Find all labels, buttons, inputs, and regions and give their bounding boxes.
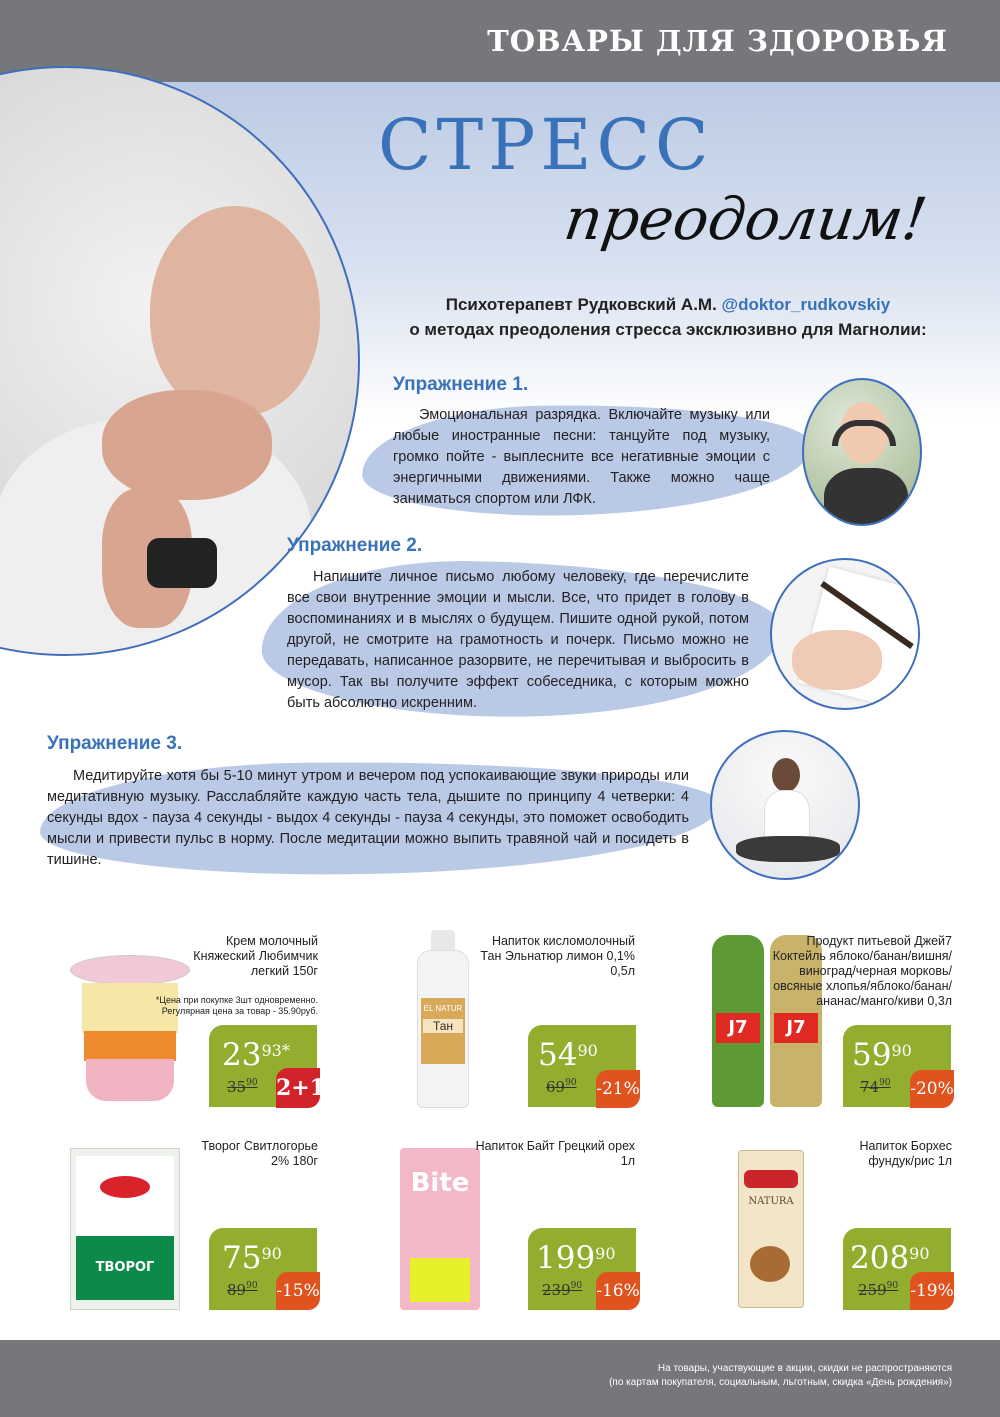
exercise-3-title: Упражнение 3.: [47, 733, 183, 754]
product-5-old-price: $239^{90}$: [542, 1281, 583, 1299]
product-2-old-price: $69^{90}$: [546, 1078, 577, 1096]
product-tvorog-image: ТВОРОГ: [70, 1148, 180, 1310]
product-6-name: Напиток Борхес фундук/рис 1л: [859, 1139, 952, 1168]
intro-text: [388, 292, 948, 342]
product-3-discount-badge: -20%: [910, 1070, 954, 1108]
product-2-discount-badge: -21%: [596, 1070, 640, 1108]
intro-subtitle: о методах преодоления стресса эксклюзивно для Магнолии:: [409, 320, 927, 339]
woman-headphones-image: [802, 378, 922, 526]
product-1-price: $23^{93*}$: [222, 1037, 290, 1073]
product-2-name: Напиток кисломолочный Тан Эльнатюр лимон 0,1% 0,5л: [480, 934, 635, 978]
product-5-discount-badge: -16%: [596, 1272, 640, 1310]
product-6-old-price: $259^{90}$: [858, 1281, 899, 1299]
meditation-woman-image: [710, 730, 860, 880]
exercise-1-title: Упражнение 1.: [393, 374, 529, 395]
headline-overcome: преодолим!: [560, 185, 931, 253]
product-tan-image: EL NATUR Тан: [417, 930, 469, 1108]
intro-handle-link[interactable]: @doktor_rudkovskiy: [721, 295, 891, 314]
product-6-discount-badge: -19%: [910, 1272, 954, 1310]
product-4-price: $75^{90}$: [222, 1240, 282, 1276]
product-borges-image: NATURA: [738, 1150, 804, 1308]
product-3-old-price: $74^{90}$: [860, 1078, 891, 1096]
product-4-old-price: $89^{90}$: [227, 1281, 258, 1299]
product-1-promo-badge: 2+1: [276, 1068, 320, 1108]
product-4-discount-badge: -15%: [276, 1272, 320, 1310]
hand-writing-image: [770, 558, 920, 710]
product-3-name: Продукт питьевой Джей7 Коктейль яблоко/банан/вишня/виноград/черная морковь/овсяные хлопья/яблоко/банан/ананас/манго/киви 0,3л: [772, 934, 952, 1008]
product-bite-image: Bite: [400, 1148, 480, 1310]
headline-stress: СТРЕСС: [378, 104, 714, 186]
product-5-price: $199^{90}$: [536, 1240, 616, 1276]
exercise-3-text: Медитируйте хотя бы 5-10 минут утром и вечером под успокаивающие звуки природы или медитативную музыку. Расслабляйте каждую часть тела, дышите по принципу 4 четверки: 4 секунды вдох - пауза 4 секунды - выдох 4 секунды - пауза 4 секунды, это поможет освободить мысли и привести пульс в норму. После медитации можно выпить травяной чай и посидеть в тишине.: [47, 768, 689, 868]
section-title: ТОВАРЫ ДЛЯ ЗДОРОВЬЯ: [487, 24, 948, 58]
product-4-name: Творог Свитлогорье 2% 180г: [201, 1139, 318, 1168]
product-3-price: $59^{90}$: [852, 1037, 912, 1073]
intro-author: Психотерапевт Рудковский А.М.: [445, 295, 722, 314]
exercise-2-text: Напишите личное письмо любому человеку, где перечислите все свои внутренние эмоции и мысли. Все, что придет в голову в воспоминаниях и в мыслях о будущем. Пишите одной рукой, потом другой, не смотрите на грамотность и почерк. Письмо можно не передавать, написанное разорвите, не перечитывая и выбросить в мусор. Так вы получите эффект собеседника, с которым можно быть абсолютно искренним.: [287, 569, 749, 711]
product-5-name: Напиток Байт Грецкий орех 1л: [475, 1139, 635, 1168]
product-6-price: $208^{90}$: [850, 1240, 930, 1276]
product-2-price: $54^{90}$: [538, 1037, 598, 1073]
product-1-note: *Цена при покупке 3шт одновременно. Регулярная цена за товар - 35.90руб.: [155, 995, 318, 1016]
product-1-old-price: $35^{90}$: [227, 1078, 258, 1096]
product-1-name: Крем молочный Княжеский Любимчик легкий 150г: [193, 934, 318, 978]
product-cream-image: [70, 955, 190, 1105]
exercise-1-text: Эмоциональная разрядка. Включайте музыку или любые иностранные песни: танцуйте под музыку, громко пойте - выплесните все негативные эмоции с энергичными движениями. Также можно чаще заниматься спортом или ЛФК.: [393, 407, 770, 507]
exercise-2-title: Упражнение 2.: [287, 535, 423, 556]
product-j7-image: J7 J7: [708, 935, 828, 1107]
footer-disclaimer: На товары, участвующие в акции, скидки не распространяются (по картам покупателя, социальным, льготным, скидка «День рождения»): [609, 1363, 952, 1388]
header-bar: [0, 0, 1000, 82]
